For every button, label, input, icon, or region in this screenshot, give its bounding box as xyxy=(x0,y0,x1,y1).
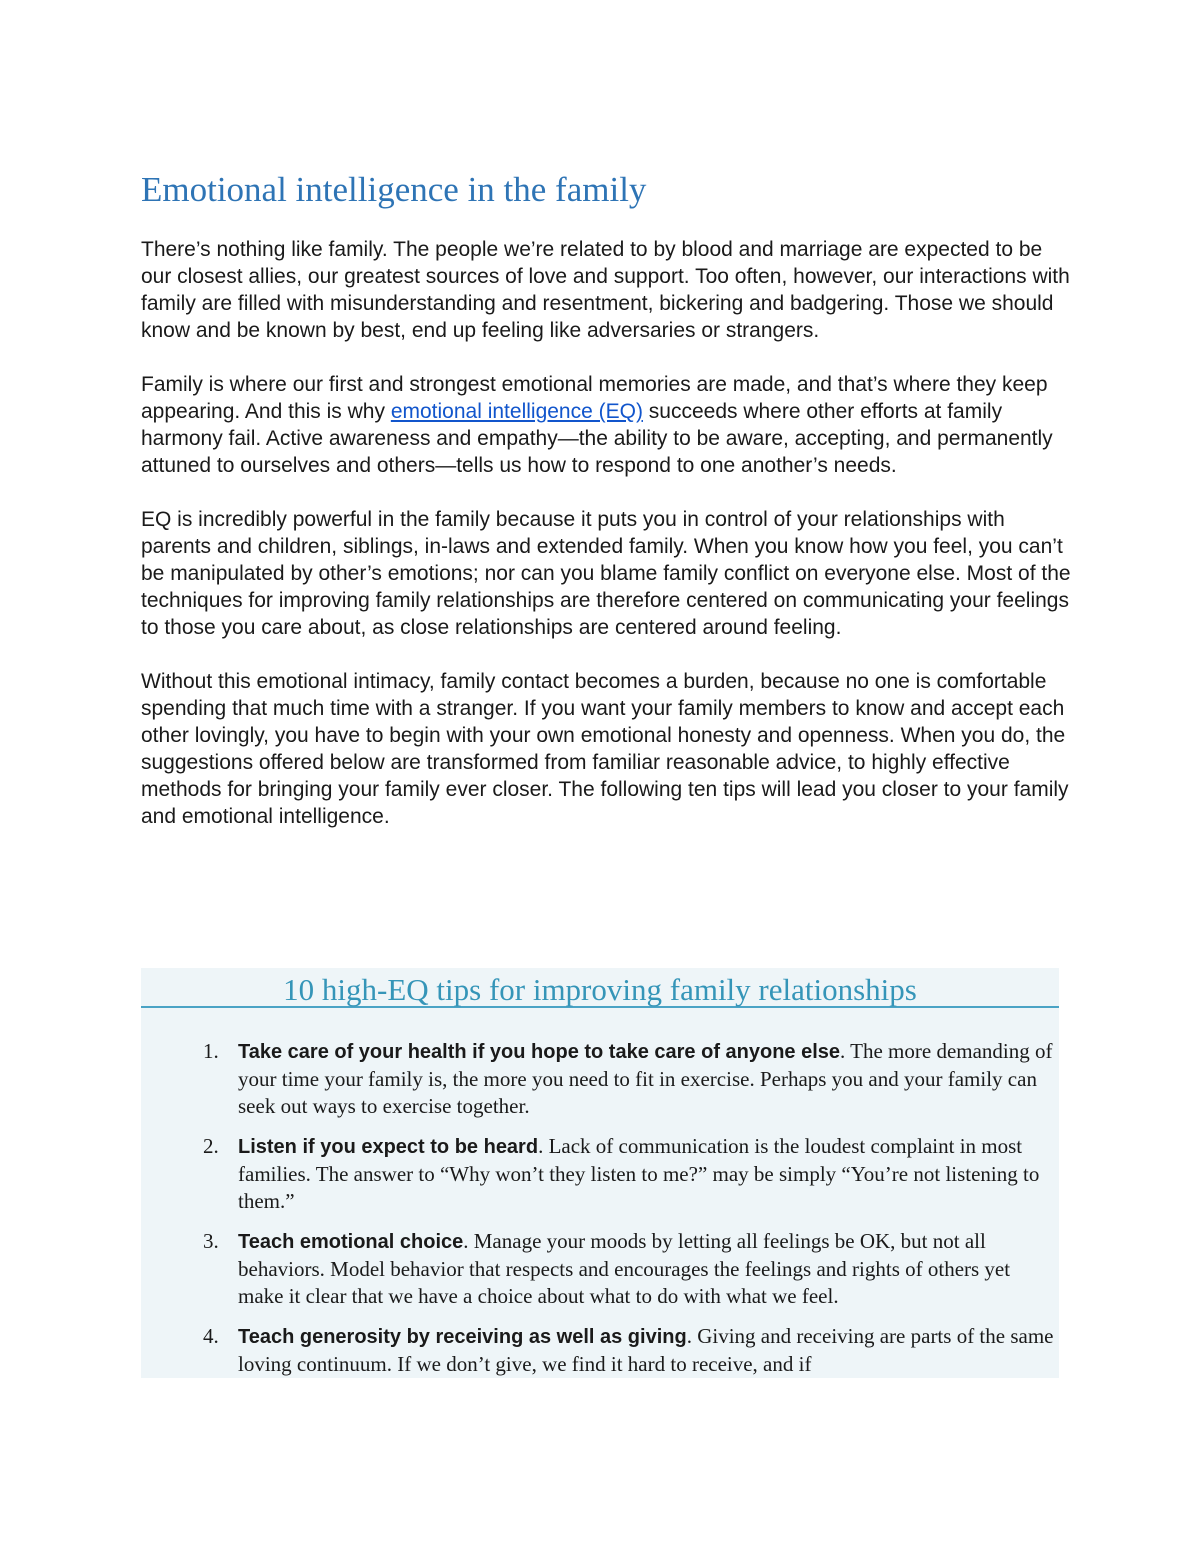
intro-body xyxy=(141,236,1071,857)
tip-lead: Teach emotional choice xyxy=(238,1231,464,1253)
tip-item xyxy=(203,1228,1059,1310)
tip-text: . Manage your moods by letting all feelings be OK, but not all behaviors. Model behavior that respects and encourages the feelings and rights of others yet make it clear that we have a choice about what to do with what we feel. xyxy=(238,1229,1011,1308)
tip-text: . The more demanding of your time your family is, the more you need to fit in exercise. Perhaps you and your family can seek out ways to exercise together. xyxy=(238,1039,1053,1118)
tip-item xyxy=(203,1133,1059,1215)
tips-list xyxy=(203,1038,1059,1376)
tip-item xyxy=(203,1038,1059,1120)
tip-text: . Giving and receiving are parts of the same loving continuum. If we don’t give, we find it hard to receive, and if xyxy=(238,1324,1054,1376)
paragraph-3: EQ is incredibly powerful in the family because it puts you in control of your relationships with parents and children, siblings, in-laws and extended family. When you know how you feel, you can’t be manipulated by other’s emotions; nor can you blame family conflict on everyone else. Most of the techniques for improving family relationships are therefore centered on communicating your feelings to those you care about, as close relationships are centered around feeling. xyxy=(141,508,1071,639)
paragraph-1: There’s nothing like family. The people we’re related to by blood and marriage are expected to be our closest allies, our greatest sources of love and support. Too often, however, our interactions with family are filled with misunderstanding and resentment, bickering and badgering. Those we should know and be known by best, end up feeling like adversaries or strangers. xyxy=(141,238,1070,342)
tips-heading: 10 high-EQ tips for improving family relationships xyxy=(141,968,1059,1008)
paragraph-2 xyxy=(141,371,1071,479)
paragraph-2-before: Family is where our first and strongest emotional memories are made, and that’s where they keep appearing. And this is why xyxy=(141,373,1048,423)
tip-lead: Teach generosity by receiving as well as giving xyxy=(238,1326,687,1348)
tips-section xyxy=(141,968,1059,1378)
tip-number: 4. xyxy=(203,1324,219,1348)
tip-item xyxy=(203,1323,1059,1376)
paragraph-4: Without this emotional intimacy, family contact becomes a burden, because no one is comfortable spending that much time with a stranger. If you want your family members to know and accept each other lovingly, you have to begin with your own emotional honesty and openness. When you do, the suggestions offered below are transformed from familiar reasonable advice, to highly effective methods for bringing your family ever closer. The following ten tips will lead you closer to your family and emotional intelligence. xyxy=(141,670,1069,828)
tip-text: . Lack of communication is the loudest complaint in most families. The answer to “Why won’t they listen to me?” may be simply “You’re not listening to them.” xyxy=(238,1134,1040,1213)
eq-link[interactable]: emotional intelligence (EQ) xyxy=(390,400,643,423)
tip-number: 2. xyxy=(203,1134,219,1158)
tip-number: 1. xyxy=(203,1039,219,1063)
tip-lead: Take care of your health if you hope to take care of anyone else xyxy=(238,1041,841,1063)
tip-lead: Listen if you expect to be heard xyxy=(238,1136,539,1158)
paragraph-2-after: succeeds where other efforts at family harmony fail. Active awareness and empathy—the ability to be aware, accepting, and permanently attuned to ourselves and others—tells us how to respond to one another’s needs. xyxy=(141,400,1053,477)
document-title: Emotional intelligence in the family xyxy=(141,170,647,209)
tip-number: 3. xyxy=(203,1229,219,1253)
